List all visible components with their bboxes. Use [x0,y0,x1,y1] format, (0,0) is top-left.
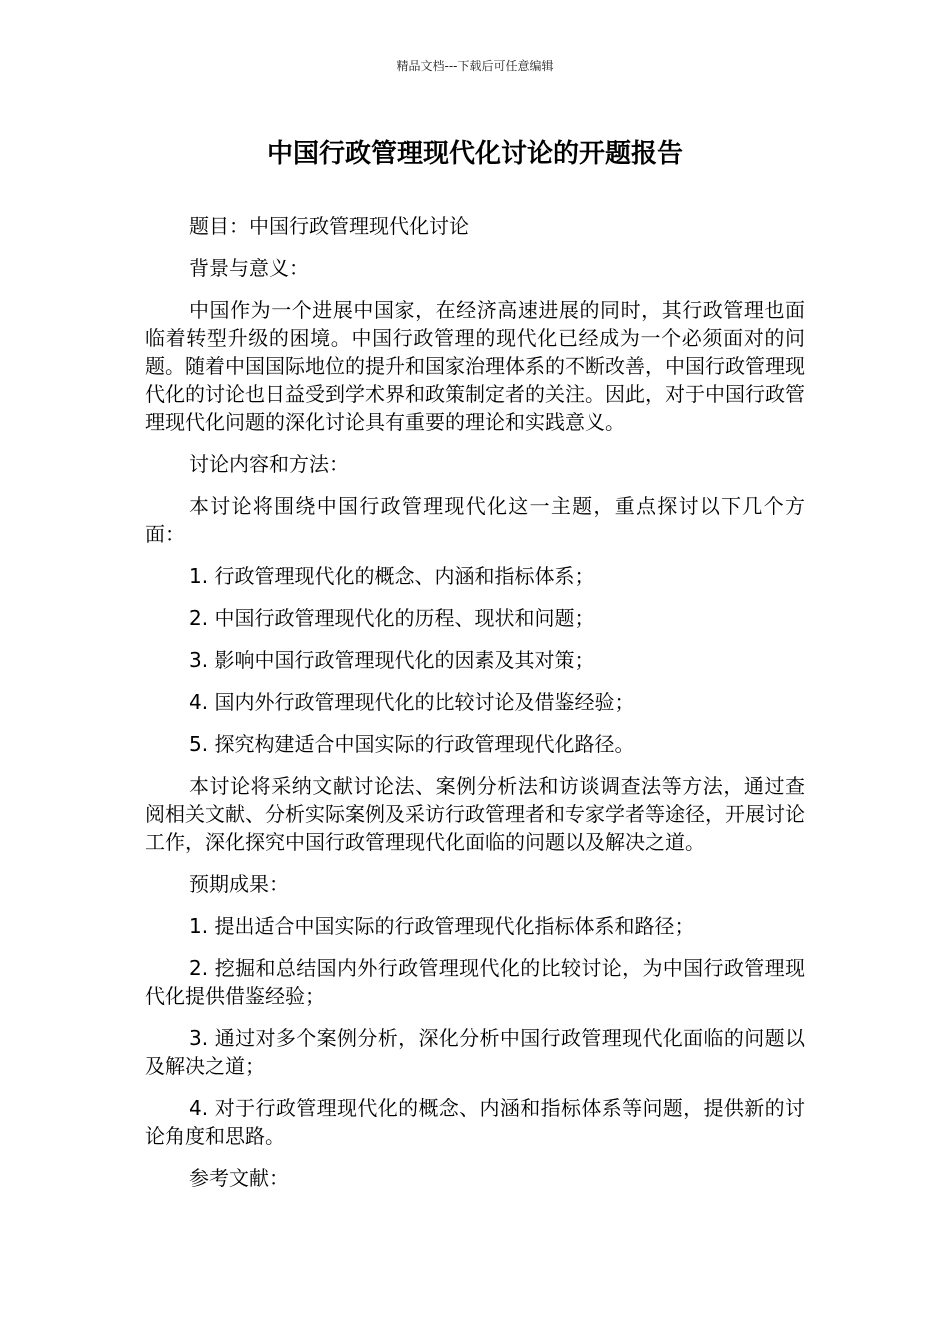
section-heading-content-method: 讨论内容和方法： [189,452,349,476]
method-paragraph: 本讨论将采纳文献讨论法、案例分析法和访谈调查法等方法，通过查阅相关文献、分析实际案例及采访行政管理者和专家学者等途径，开展讨论工作，深化探究中国行政管理现代化面临的问题以及解决之道。 [145,774,805,854]
background-paragraph: 中国作为一个进展中国家，在经济高速进展的同时，其行政管理也面临着转型升级的困境。中国行政管理的现代化已经成为一个必须面对的问题。随着中国国际地位的提升和国家治理体系的不断改善，中国行政管理现代化的讨论也日益受到学术界和政策制定者的关注。因此，对于中国行政管理现代化问题的深化讨论具有重要的理论和实践意义。 [145,298,805,434]
section-heading-references: 参考文献： [189,1166,289,1190]
content-list-item: 4. 国内外行政管理现代化的比较讨论及借鉴经验； [189,690,635,714]
content-list-item: 1. 行政管理现代化的概念、内涵和指标体系； [189,564,595,588]
page-header: 精品文档---下载后可任意编辑 [396,59,554,73]
result-list-item: 3. 通过对多个案例分析，深化分析中国行政管理现代化面临的问题以及解决之道； [145,1026,805,1078]
content-intro-paragraph: 本讨论将围绕中国行政管理现代化这一主题，重点探讨以下几个方面： [145,494,805,546]
topic-line: 题目：中国行政管理现代化讨论 [189,214,469,238]
result-list-item: 4. 对于行政管理现代化的概念、内涵和指标体系等问题，提供新的讨论角度和思路。 [145,1096,805,1148]
content-list-item: 5. 探究构建适合中国实际的行政管理现代化路径。 [189,732,635,756]
document-body [145,212,805,1206]
document-title: 中国行政管理现代化讨论的开题报告 [266,139,683,169]
section-heading-expected-results: 预期成果： [189,872,289,896]
content-list-item: 2. 中国行政管理现代化的历程、现状和问题； [189,606,595,630]
section-heading-background: 背景与意义： [189,256,309,280]
result-list-item: 1. 提出适合中国实际的行政管理现代化指标体系和路径； [189,914,695,938]
result-list-item: 2. 挖掘和总结国内外行政管理现代化的比较讨论，为中国行政管理现代化提供借鉴经验； [145,956,805,1008]
content-list-item: 3. 影响中国行政管理现代化的因素及其对策； [189,648,595,672]
